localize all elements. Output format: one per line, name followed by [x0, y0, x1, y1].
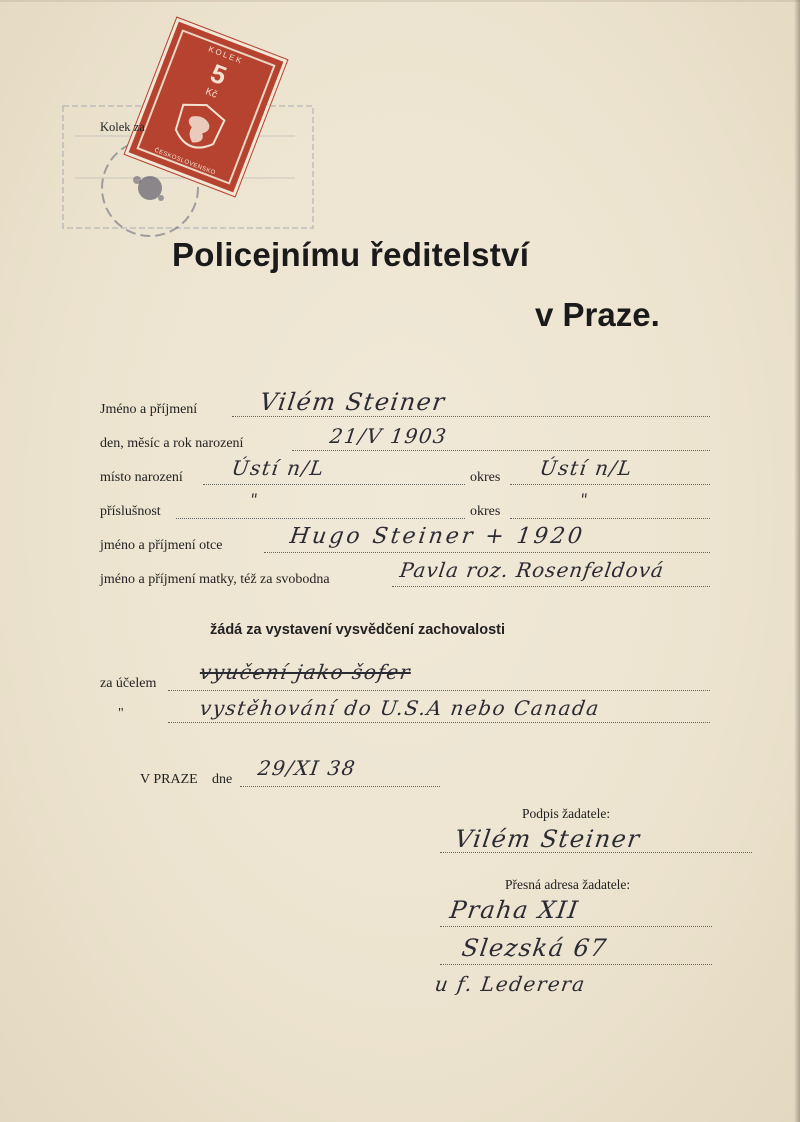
birth-place-value: Ústí n/L	[230, 456, 327, 480]
stamp-side-text: ČESKOSLOVENSKO	[153, 147, 217, 177]
birth-district-label: okres	[470, 470, 501, 485]
date-day-label: dne	[212, 772, 233, 787]
address-line-3-value: u f. Lederera	[433, 972, 588, 996]
name-value: Vilém Steiner	[258, 388, 448, 416]
citizenship-label: příslušnost	[100, 504, 161, 519]
mother-value: Pavla roz. Rosenfeldová	[398, 558, 666, 582]
birth-place-line	[203, 484, 465, 485]
stamp-top-text: KOLEK	[207, 44, 245, 66]
father-value: Hugo Steiner + 1920	[288, 524, 587, 549]
purpose-struck-value: vyučení jako šofer	[198, 660, 413, 684]
birth-date-line	[292, 450, 710, 451]
birth-district-line	[510, 484, 710, 485]
mother-label: jméno a příjmení matky, též za svobodna	[100, 572, 330, 587]
date-line	[240, 786, 440, 787]
address-line-2	[440, 964, 712, 965]
mother-line	[392, 586, 710, 587]
father-line	[264, 552, 710, 553]
signature-value: Vilém Steiner	[453, 825, 643, 853]
father-label: jméno a příjmení otce	[100, 538, 223, 553]
address-line-1-value: Praha XII	[448, 896, 581, 924]
paper-fold	[0, 0, 800, 2]
birth-date-value: 21/V 1903	[328, 424, 450, 448]
address-label: Přesná adresa žadatele:	[505, 877, 631, 892]
citizenship-district-value: "	[578, 490, 591, 509]
kolek-label: Kolek za	[100, 120, 145, 134]
signature-label: Podpis žadatele:	[522, 806, 611, 821]
address-line-1	[440, 926, 712, 927]
title-line-1: Policejnímu ředitelství	[172, 236, 530, 273]
stamp-currency: Kč	[203, 86, 219, 101]
citizenship-value: "	[248, 490, 261, 509]
name-line	[232, 416, 710, 417]
purpose-line-2	[168, 722, 710, 723]
purpose-label: za účelem	[100, 676, 157, 691]
birth-date-label: den, měsíc a rok narození	[100, 436, 244, 451]
stamp-area	[55, 28, 315, 238]
citizenship-line	[176, 518, 465, 519]
citizenship-district-line	[510, 518, 710, 519]
purpose-value: vystěhování do U.S.A nebo Canada	[198, 696, 602, 720]
purpose-line-1	[168, 690, 710, 691]
date-value: 29/XI 38	[256, 756, 358, 780]
birth-place-label: místo narození	[100, 470, 183, 485]
purpose-ditto: "	[118, 706, 124, 721]
address-line-2-value: Slezská 67	[460, 934, 610, 962]
paper-edge-shadow	[794, 0, 800, 1122]
request-heading: žádá za vystavení vysvědčení zachovalosti	[210, 622, 505, 638]
stamp-value: 5	[206, 57, 231, 91]
citizenship-district-label: okres	[470, 504, 501, 519]
birth-district-value: Ústí n/L	[538, 456, 635, 480]
date-city-label: V PRAZE	[140, 772, 198, 787]
title-line-2: v Praze.	[535, 296, 660, 333]
name-label: Jméno a příjmení	[100, 402, 198, 417]
